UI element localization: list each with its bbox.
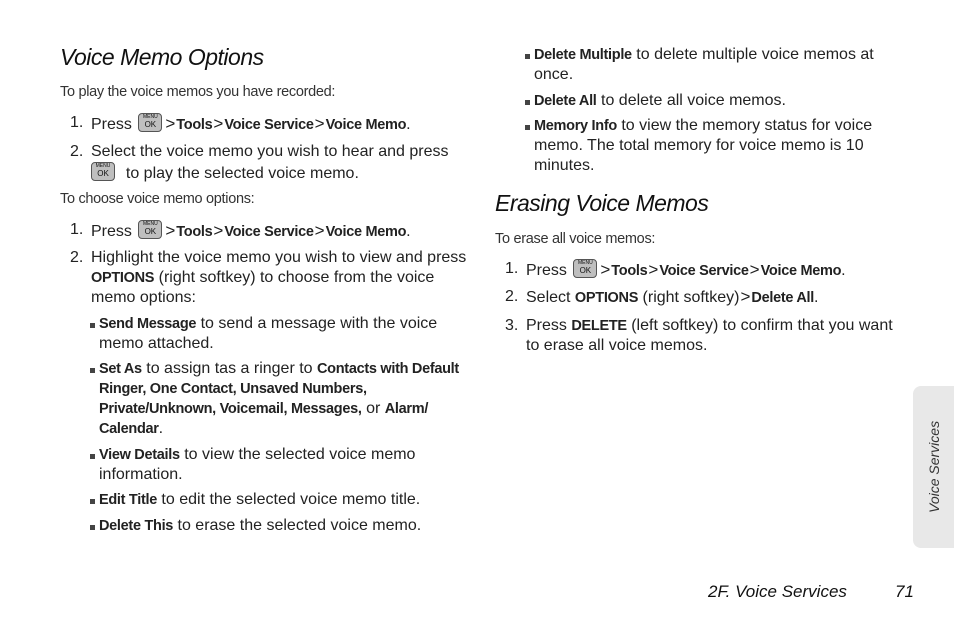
delete-all-label: Delete All [751, 290, 814, 306]
section-title-voice-memo-options: Voice Memo Options [60, 44, 264, 70]
tools-label: Tools [176, 224, 213, 240]
section-title-erasing-voice-memos: Erasing Voice Memos [495, 190, 709, 216]
bullet-square-icon [525, 54, 530, 59]
gt-arrow-icon: > [314, 221, 325, 240]
option-label: Delete Multiple [534, 47, 632, 63]
voice-service-label: Voice Service [224, 224, 314, 240]
option-desc: to view the memory status for voice memo. The total memory for voice memo is 10 minutes. [534, 117, 873, 174]
option-label: Send Message [99, 316, 197, 332]
option-label: Delete All [534, 93, 597, 109]
step-number: 3. [505, 317, 519, 334]
option-desc: to delete multiple voice memos at once. [534, 46, 874, 83]
intro-choose: To choose voice memo options: [60, 191, 255, 207]
option-label: View Details [99, 447, 180, 463]
voice-memo-label: Voice Memo [325, 224, 407, 240]
intro-play: To play the voice memos you have recorded: [60, 84, 336, 100]
bullet-square-icon [90, 323, 95, 328]
step-text: (right softkey) [642, 289, 740, 306]
option-desc: to assign tas a ringer to [146, 360, 313, 377]
intro-erase: To erase all voice memos: [495, 231, 656, 247]
step-text: (right softkey) to choose from the voice memo options: [91, 269, 435, 306]
option-list: Contacts with Default Ringer, One Contact, Unsaved Numbers, Private/Unknown, Voicemail, Messages, [99, 361, 459, 417]
step-number: 2. [505, 288, 519, 305]
step-number: 2. [70, 249, 84, 266]
options-label: OPTIONS [91, 270, 155, 286]
menu-ok-key-icon: MENU OK [573, 259, 597, 278]
step-text: Press [526, 317, 567, 334]
step-number: 1. [70, 114, 84, 131]
menu-ok-key-icon: MENU OK [91, 162, 115, 181]
step-text: Select [526, 289, 571, 306]
bullet-square-icon [90, 499, 95, 504]
option-desc: to delete all voice memos. [601, 92, 786, 109]
options-label: OPTIONS [574, 290, 639, 306]
step-text: Press [91, 223, 132, 240]
voice-memo-label: Voice Memo [325, 117, 407, 133]
menu-ok-key-icon: MENU OK [138, 113, 162, 132]
step-text: Press [526, 262, 567, 279]
gt-arrow-icon: > [740, 287, 751, 306]
bullet-square-icon [90, 525, 95, 530]
bullet-square-icon [90, 454, 95, 459]
step-text: Highlight the voice memo you wish to view and press [91, 249, 467, 266]
gt-arrow-icon: > [749, 260, 760, 279]
tools-label: Tools [176, 117, 213, 133]
gt-arrow-icon: > [213, 114, 224, 133]
gt-arrow-icon: > [213, 221, 224, 240]
step-text: (left softkey) to confirm that you want to erase all voice memos. [526, 317, 893, 354]
option-label: Edit Title [99, 492, 157, 508]
gt-arrow-icon: > [165, 114, 176, 133]
step-text: Select the voice memo you wish to hear and press [91, 143, 449, 160]
side-tab-label: Voice Services [926, 420, 942, 514]
footer-section: 2F. Voice Services [708, 582, 847, 601]
voice-service-label: Voice Service [659, 263, 749, 279]
gt-arrow-icon: > [600, 260, 611, 279]
delete-key-label: DELETE [571, 318, 627, 334]
option-label: Set As [99, 361, 142, 377]
step-text: to play the selected voice memo. [125, 165, 359, 182]
bullet-square-icon [525, 125, 530, 130]
option-desc: to edit the selected voice memo title. [161, 491, 421, 508]
gt-arrow-icon: > [648, 260, 659, 279]
tools-label: Tools [611, 263, 648, 279]
step-number: 1. [70, 221, 84, 238]
gt-arrow-icon: > [165, 221, 176, 240]
gt-arrow-icon: > [314, 114, 325, 133]
voice-memo-label: Voice Memo [760, 263, 842, 279]
voice-service-label: Voice Service [224, 117, 314, 133]
menu-ok-key-icon: MENU OK [138, 220, 162, 239]
option-label: Delete This [99, 518, 174, 534]
option-desc: to view the selected voice memo information. [99, 446, 416, 483]
option-desc: to send a message with the voice memo attached. [99, 315, 438, 352]
option-list: Alarm/ Calendar [99, 401, 429, 437]
step-text: Press [91, 116, 132, 133]
step-number: 2. [70, 143, 84, 160]
step-number: 1. [505, 260, 519, 277]
option-desc: to erase the selected voice memo. [177, 517, 422, 534]
option-label: Memory Info [534, 118, 617, 134]
footer-page-number: 71 [895, 582, 914, 601]
bullet-square-icon [525, 100, 530, 105]
bullet-square-icon [90, 368, 95, 373]
